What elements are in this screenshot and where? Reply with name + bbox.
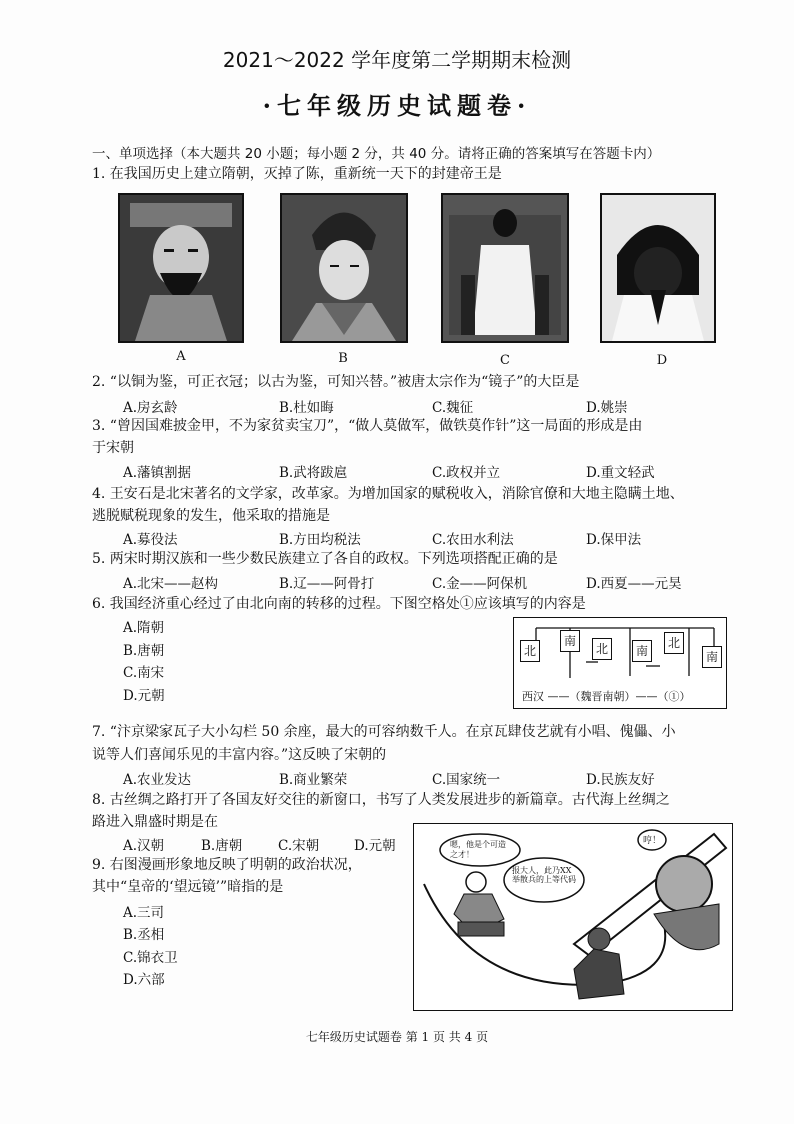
question-4-stem-line1: 4. 王安石是北宋著名的文学家，改革家。为增加国家的赋税收入，消除官僚和大地主隐瞒土地、 — [92, 486, 684, 502]
question-9-stem-line1: 9. 右图漫画形象地反映了明朝的政治状况， — [92, 857, 362, 873]
question-2-stem: 2. “以铜为鉴，可正衣冠；以古为鉴，可知兴替。”被唐太宗作为“镜子”的大臣是 — [92, 374, 580, 390]
q6-option-a: A.隋朝 — [123, 620, 165, 636]
diagram-cell-1: 北 — [520, 640, 540, 662]
section-heading: 一、单项选择（本大题共 20 小题；每小题 2 分，共 40 分。请将正确的答案填写在答题卡内） — [92, 146, 661, 162]
question-6-stem: 6. 我国经济重心经过了由北向南的转移的过程。下图空格处①应该填写的内容是 — [92, 596, 586, 612]
q7-option-d: D.民族友好 — [586, 772, 655, 788]
question-8-stem-line1: 8. 古丝绸之路打开了各国友好交往的新窗口，书写了人类发展进步的新篇章。古代海上丝绸之 — [92, 792, 670, 808]
q4-option-d: D.保甲法 — [586, 532, 642, 548]
q3-option-c: C.政权并立 — [432, 465, 501, 481]
economic-center-diagram — [513, 617, 727, 709]
q7-option-a: A.农业发达 — [123, 772, 192, 788]
option-label-a: A — [176, 349, 186, 364]
q8-option-b: B.唐朝 — [201, 838, 243, 854]
question-1-stem: 1. 在我国历史上建立隋朝，灭掉了陈，重新统一天下的封建帝王是 — [92, 166, 502, 182]
option-label-c: C — [500, 353, 510, 368]
portrait-emperor-c — [441, 193, 569, 343]
question-7-stem-line2: 说等人们喜闻乐见的丰富内容。”这反映了宋朝的 — [92, 747, 387, 763]
q8-option-d: D.元朝 — [354, 838, 396, 854]
q9-option-d: D.六部 — [123, 972, 165, 988]
q2-option-c: C.魏征 — [432, 400, 474, 416]
q9-option-b: B.丞相 — [123, 927, 165, 943]
cartoon-bubble-3: 哼！ — [643, 836, 662, 846]
q3-option-b: B.武将跋扈 — [279, 465, 348, 481]
exam-subtitle: ·七年级历史试题卷· — [262, 91, 532, 120]
question-9-stem-line2: 其中“皇帝的‘望远镜’”暗指的是 — [92, 879, 284, 895]
q2-option-b: B.杜如晦 — [279, 400, 334, 416]
question-4-stem-line2: 逃脱赋税现象的发生，他采取的措施是 — [92, 508, 330, 524]
q8-option-a: A.汉朝 — [123, 838, 165, 854]
q8-option-c: C.宋朝 — [278, 838, 320, 854]
q7-option-c: C.国家统一 — [432, 772, 501, 788]
q6-option-c: C.南宋 — [123, 665, 165, 681]
q2-option-d: D.姚崇 — [586, 400, 628, 416]
question-7-stem-line1: 7. “汴京梁家瓦子大小勾栏 50 余座，最大的可容纳数千人。在京瓦肆伎艺就有小唱、傀儡、小 — [92, 724, 676, 740]
exam-title: 2021～2022 学年度第二学期期末检测 — [222, 48, 572, 72]
question-8-stem-line2: 路进入鼎盛时期是在 — [92, 814, 218, 830]
question-3-stem-line1: 3. “曾因国难披金甲，不为家贫卖宝刀”，“做人莫做军，做铁莫作针”这一局面的形成是由 — [92, 418, 643, 434]
page-footer: 七年级历史试题卷 第 1 页 共 4 页 — [305, 1030, 489, 1044]
telescope-cartoon — [413, 823, 733, 1011]
q6-option-b: B.唐朝 — [123, 643, 165, 659]
option-label-b: B — [338, 351, 348, 366]
q9-option-c: C.锦衣卫 — [123, 950, 178, 966]
q4-option-b: B.方田均税法 — [279, 532, 361, 548]
cartoon-bubble-2: 报大人，此乃XX举散兵的上等代码 — [512, 866, 576, 884]
diagram-caption: 西汉 ——（魏晋南朝）——（①） — [522, 690, 691, 703]
q4-option-a: A.募役法 — [123, 532, 178, 548]
option-label-d: D — [656, 353, 668, 368]
q6-option-d: D.元朝 — [123, 688, 165, 704]
q2-option-a: A.房玄龄 — [123, 400, 178, 416]
q5-option-d: D.西夏——元昊 — [586, 576, 682, 592]
diagram-cell-5: 北 — [664, 632, 684, 654]
q5-option-c: C.金——阿保机 — [432, 576, 528, 592]
q3-option-a: A.藩镇割据 — [123, 465, 192, 481]
q7-option-b: B.商业繁荣 — [279, 772, 348, 788]
portrait-empress-b — [280, 193, 408, 343]
diagram-cell-2: 南 — [560, 630, 580, 652]
diagram-cell-4: 南 — [632, 640, 652, 662]
q5-option-b: B.辽——阿骨打 — [279, 576, 375, 592]
q4-option-c: C.农田水利法 — [432, 532, 514, 548]
q3-option-d: D.重文轻武 — [586, 465, 655, 481]
q5-option-a: A.北宋——赵构 — [123, 576, 219, 592]
question-3-stem-line2: 于宋朝 — [92, 440, 134, 456]
cartoon-bubble-1: 嗯，他是个可造之才！ — [450, 840, 506, 859]
diagram-cell-3: 北 — [592, 638, 612, 660]
question-5-stem: 5. 两宋时期汉族和一些少数民族建立了各自的政权。下列选项搭配正确的是 — [92, 551, 558, 567]
diagram-cell-6: 南 — [702, 646, 722, 668]
q9-option-a: A.三司 — [123, 905, 165, 921]
portrait-emperor-a — [118, 193, 244, 343]
portrait-khan-d — [600, 193, 716, 343]
